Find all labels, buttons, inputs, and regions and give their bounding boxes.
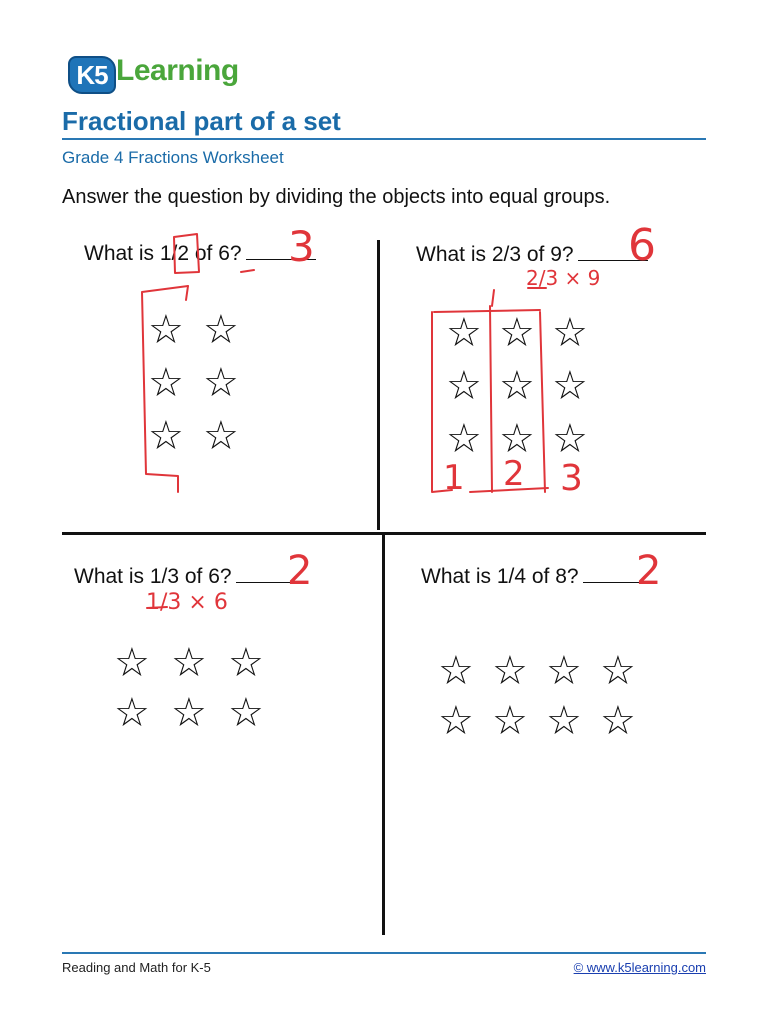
star-icon: ☆: [446, 363, 482, 409]
star-icon: ☆: [552, 363, 588, 409]
group-label-2: 2: [503, 454, 525, 494]
star-icon: ☆: [171, 690, 207, 736]
group-box-q2-3: [540, 312, 545, 492]
star-icon: ☆: [228, 690, 264, 736]
question-4-text: What is 1/4 of 8?: [421, 565, 579, 588]
question-1-text: What is 1/2 of 6?: [84, 242, 242, 265]
star-icon: ☆: [228, 640, 264, 686]
underline-denominator-1: [241, 270, 254, 272]
question-3-text: What is 1/3 of 6?: [74, 565, 232, 588]
star-icon: ☆: [499, 416, 535, 462]
star-icon: ☆: [600, 648, 636, 694]
handwritten-answer-3: 2: [287, 548, 313, 594]
handwritten-answer-1: 3: [288, 222, 315, 271]
group-label-3: 3: [560, 458, 583, 499]
star-icon: ☆: [148, 307, 184, 353]
handwritten-work-3: 1/3 × 6: [146, 590, 228, 615]
k5-learning-logo: [68, 48, 268, 96]
star-icon: ☆: [114, 640, 150, 686]
star-icon: ☆: [114, 690, 150, 736]
star-icon: ☆: [203, 413, 239, 459]
question-3: [74, 565, 306, 589]
title-divider: [62, 138, 706, 140]
star-icon: ☆: [492, 648, 528, 694]
star-icon: ☆: [446, 416, 482, 462]
page-title: Fractional part of a set: [62, 106, 341, 136]
footer-divider: [62, 952, 706, 954]
handwritten-answer-2: 6: [628, 220, 656, 271]
star-icon: ☆: [148, 413, 184, 459]
star-icon: ☆: [148, 360, 184, 406]
group-box-q2-tick: [492, 290, 494, 306]
horizontal-divider: [62, 532, 706, 535]
star-icon: ☆: [546, 648, 582, 694]
star-icon: ☆: [438, 648, 474, 694]
star-icon: ☆: [171, 640, 207, 686]
question-2: [416, 243, 648, 267]
logo-badge: K5: [68, 56, 116, 94]
star-icon: ☆: [438, 698, 474, 744]
star-icon: ☆: [600, 698, 636, 744]
group-box-q2-2: [490, 306, 492, 492]
star-icon: ☆: [552, 310, 588, 356]
star-icon: ☆: [446, 310, 482, 356]
star-icon: ☆: [499, 310, 535, 356]
handwritten-answer-4: 2: [636, 548, 662, 594]
star-icon: ☆: [499, 363, 535, 409]
footer-tagline: Reading and Math for K-5: [62, 960, 211, 975]
vertical-divider-top: [377, 240, 380, 530]
footer-website-link[interactable]: © www.k5learning.com: [573, 960, 706, 975]
page-subtitle: Grade 4 Fractions Worksheet: [62, 148, 284, 167]
group-label-1: 1: [443, 458, 465, 498]
question-4: [421, 565, 653, 589]
handwritten-work-2: 2/3 × 9: [526, 266, 601, 290]
group-divider-q1: [186, 286, 188, 300]
star-icon: ☆: [203, 360, 239, 406]
question-1: [84, 242, 316, 266]
instructions: Answer the question by dividing the objects into equal groups.: [62, 186, 611, 208]
star-icon: ☆: [203, 307, 239, 353]
star-icon: ☆: [552, 416, 588, 462]
star-icon: ☆: [492, 698, 528, 744]
question-2-text: What is 2/3 of 9?: [416, 243, 574, 266]
logo-wordmark: Learning: [116, 54, 239, 87]
vertical-divider-bottom: [382, 535, 385, 935]
star-icon: ☆: [546, 698, 582, 744]
